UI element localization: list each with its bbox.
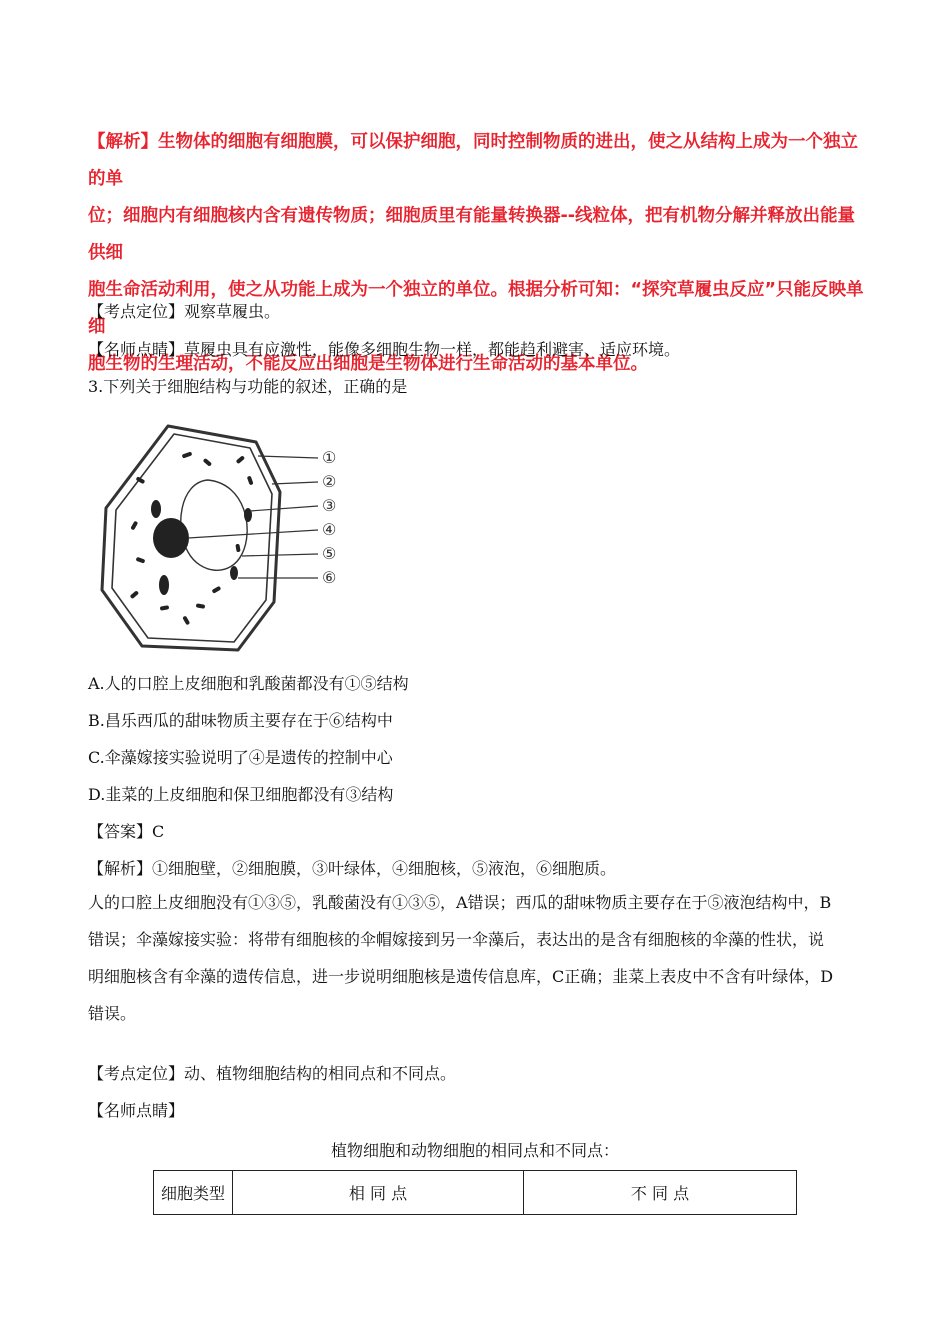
comparison-table bbox=[153, 1170, 797, 1215]
plant-cell-diagram bbox=[96, 418, 352, 658]
table-header-cell: 相 同 点 bbox=[233, 1171, 524, 1215]
exam-point-q3: 【考点定位】动、植物细胞结构的相同点和不同点。 bbox=[88, 1064, 457, 1083]
option-a: A.人的口腔上皮细胞和乳酸菌都没有①⑤结构 bbox=[88, 674, 409, 693]
analysis-line: 胞生命活动利用，使之从功能上成为一个独立的单位。根据分析可知：“探究草履虫反应”只能反映单细 bbox=[88, 280, 864, 337]
option-b: B.昌乐西瓜的甜味物质主要存在于⑥结构中 bbox=[88, 711, 393, 730]
table-header-cell: 细胞类型 bbox=[154, 1171, 233, 1215]
analysis-line: 人的口腔上皮细胞没有①③⑤，乳酸菌没有①③⑤，A错误；西瓜的甜味物质主要存在于⑤液泡结构中，B bbox=[88, 893, 832, 912]
analysis-line: 胞生物的生理活动，不能反应出细胞是生物体进行生命活动的基本单位。 bbox=[88, 354, 648, 374]
analysis-line: 错误；伞藻嫁接实验：将带有细胞核的伞帽嫁接到另一伞藻后，表达出的是含有细胞核的伞藻的性状，说 bbox=[88, 930, 825, 949]
analysis-line: 位；细胞内有细胞核内含有遗传物质；细胞质里有能量转换器--线粒体，把有机物分解并释放出能量供细 bbox=[88, 206, 856, 263]
analysis-line: 错误。 bbox=[88, 1004, 137, 1023]
option-c: C.伞藻嫁接实验说明了④是遗传的控制中心 bbox=[88, 748, 393, 767]
analysis-line: 明细胞核含有伞藻的遗传信息，进一步说明细胞核是遗传信息库，C正确；韭菜上表皮中不含有叶绿体，D bbox=[88, 967, 834, 986]
question-3-stem: 3.下列关于细胞结构与功能的叙述，正确的是 bbox=[88, 377, 408, 396]
table-header-cell: 不 同 点 bbox=[524, 1171, 797, 1215]
figure-label-2: ② bbox=[322, 472, 337, 491]
teacher-comment-q3: 【名师点睛】 bbox=[88, 1101, 185, 1120]
figure-label-5: ⑤ bbox=[322, 544, 337, 563]
analysis-head: 【解析】①细胞壁，②细胞膜，③叶绿体，④细胞核，⑤液泡，⑥细胞质。 bbox=[88, 859, 617, 878]
answer: 【答案】C bbox=[88, 822, 165, 841]
table-caption: 植物细胞和动物细胞的相同点和不同点： bbox=[330, 1141, 619, 1160]
option-d: D.韭菜的上皮细胞和保卫细胞都没有③结构 bbox=[88, 785, 394, 804]
figure-label-6: ⑥ bbox=[322, 568, 337, 587]
analysis-paragraph-q3 bbox=[88, 884, 863, 1032]
figure-label-4: ④ bbox=[322, 520, 337, 539]
teacher-comment-q2: 【名师点睛】草履虫具有应激性，能像多细胞生物一样，都能趋利避害、适应环境。 bbox=[88, 340, 681, 359]
figure-label-1: ① bbox=[322, 448, 337, 467]
analysis-line: 【解析】生物体的细胞有细胞膜，可以保护细胞，同时控制物质的进出，使之从结构上成为一个独立的单 bbox=[88, 132, 858, 189]
table-header-row bbox=[154, 1171, 797, 1215]
figure-label-3: ③ bbox=[322, 496, 337, 515]
exam-point-q2: 【考点定位】观察草履虫。 bbox=[88, 302, 281, 321]
